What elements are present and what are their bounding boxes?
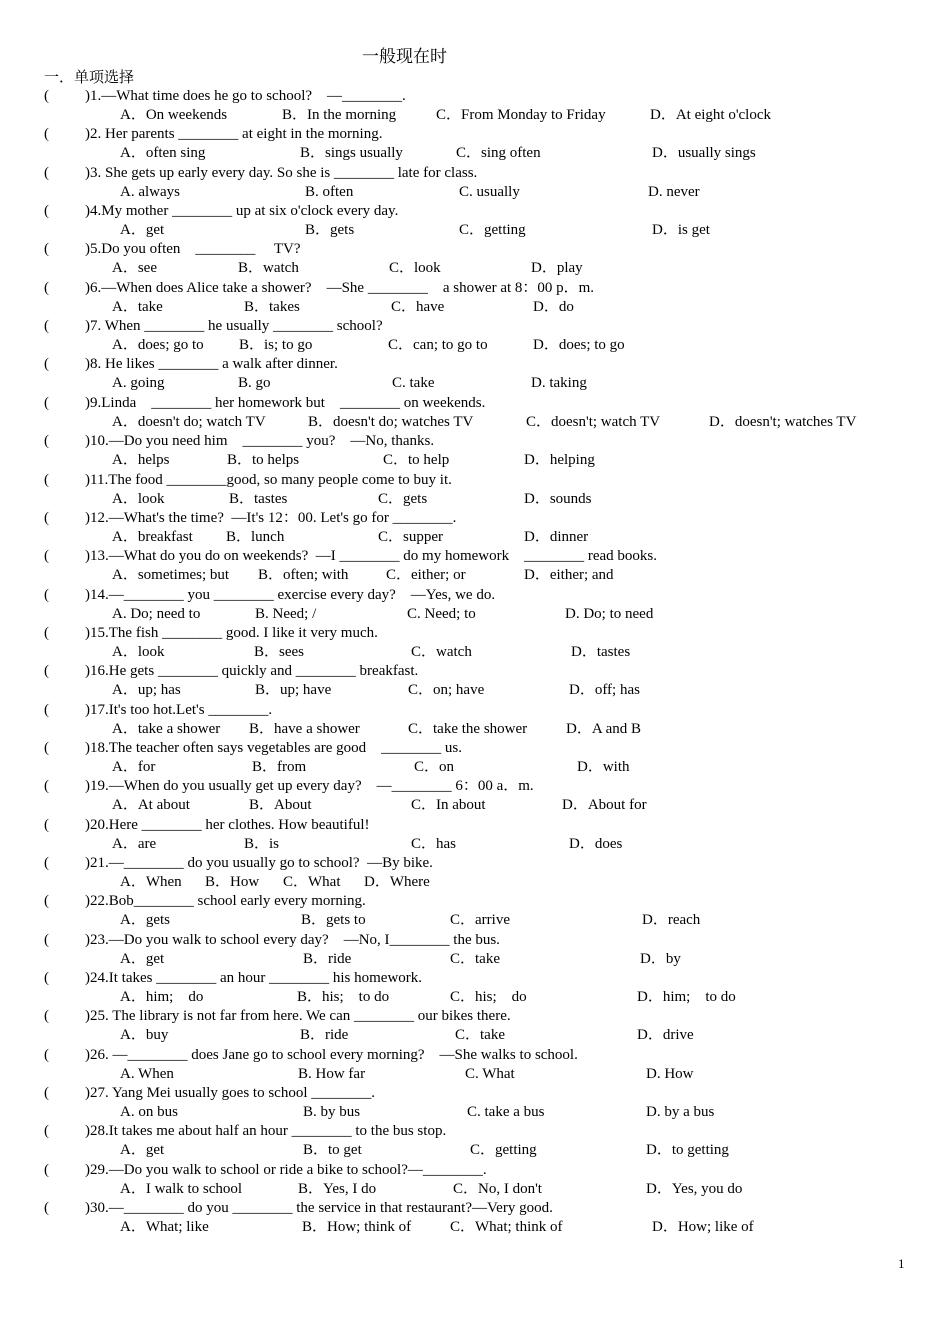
option-a: A．At about	[112, 797, 190, 813]
answer-paren-close: )	[85, 932, 90, 948]
option-b: B．have a shower	[249, 721, 360, 737]
question-20	[44, 816, 944, 835]
answer-paren-open: (	[44, 625, 49, 641]
option-b: B．up; have	[255, 682, 332, 698]
option-d: D．About for	[562, 797, 647, 813]
option-b: B．How; think of	[302, 1219, 412, 1235]
answer-paren-open: (	[44, 472, 49, 488]
option-a: A．look	[112, 644, 165, 660]
option-d: D. never	[648, 184, 700, 200]
answer-paren-open: (	[44, 433, 49, 449]
option-b: B．to helps	[227, 452, 300, 468]
question-stem: 22.Bob________ school early every morning.	[90, 893, 366, 909]
option-c: C．No, I don't	[453, 1181, 542, 1197]
answer-paren-open: (	[44, 1008, 49, 1024]
option-a: A．I walk to school	[120, 1181, 243, 1197]
answer-paren-open: (	[44, 932, 49, 948]
answer-paren-close: )	[85, 510, 90, 526]
answer-paren-close: )	[85, 855, 90, 871]
option-b: B．tastes	[229, 491, 288, 507]
option-a: A．take	[112, 299, 163, 315]
option-a: A．get	[120, 222, 165, 238]
option-c: C．either; or	[386, 567, 466, 583]
option-b: B．gets to	[301, 912, 366, 928]
option-b: B．watch	[238, 260, 299, 276]
answer-paren-close: )	[85, 702, 90, 718]
option-a: A．gets	[120, 912, 170, 928]
option-d: D．How; like of	[652, 1219, 754, 1235]
option-c: C．on	[414, 759, 455, 775]
answer-paren-open: (	[44, 356, 49, 372]
question-stem: 20.Here ________ her clothes. How beautiful!	[90, 817, 370, 833]
answer-paren-open: (	[44, 893, 49, 909]
option-c: C．gets	[378, 491, 428, 507]
answer-paren-close: )	[85, 548, 90, 564]
question-stem: 12.—What's the time? —It's 12：00. Let's go for ________.	[90, 510, 457, 526]
question-stem: 27. Yang Mei usually goes to school ________.	[90, 1085, 375, 1101]
option-c: C．has	[411, 836, 457, 852]
answer-paren-close: )	[85, 1047, 90, 1063]
option-d: D．dinner	[524, 529, 589, 545]
option-d: D．drive	[637, 1027, 694, 1043]
option-a: A．are	[112, 836, 157, 852]
option-b: B．often; with	[258, 567, 349, 583]
answer-paren-open: (	[44, 88, 49, 104]
option-a: A．breakfast	[112, 529, 193, 545]
option-d: D. by a bus	[646, 1104, 715, 1120]
question-stem: 9.Linda ________ her homework but ________ on weekends.	[90, 395, 486, 411]
question-11	[44, 471, 944, 490]
option-d: D．At eight o'clock	[650, 107, 772, 123]
option-d: D．helping	[524, 452, 595, 468]
option-c: C．What; think of	[450, 1219, 563, 1235]
question-stem: 21.—________ do you usually go to school? —By bike.	[90, 855, 433, 871]
question-4	[44, 202, 944, 221]
option-c: C. take a bus	[467, 1104, 545, 1120]
option-b: B．his; to do	[297, 989, 390, 1005]
option-d: D．tastes	[571, 644, 631, 660]
option-a: A．get	[120, 1142, 165, 1158]
option-a: A．for	[112, 759, 156, 775]
option-c: C．supper	[378, 529, 443, 545]
answer-paren-open: (	[44, 740, 49, 756]
question-17	[44, 701, 944, 720]
answer-paren-close: )	[85, 433, 90, 449]
question-9	[44, 394, 944, 413]
answer-paren-open: (	[44, 587, 49, 603]
option-b: B．is	[244, 836, 280, 852]
answer-paren-close: )	[85, 663, 90, 679]
answer-paren-open: (	[44, 970, 49, 986]
answer-paren-close: )	[85, 356, 90, 372]
option-a: A. going	[112, 375, 165, 391]
question-stem: 16.He gets ________ quickly and ________ breakfast.	[90, 663, 419, 679]
option-a: A．On weekends	[120, 107, 228, 123]
answer-paren-open: (	[44, 548, 49, 564]
option-a: A. When	[120, 1066, 174, 1082]
question-15	[44, 624, 944, 643]
option-d: D．Where	[364, 874, 430, 890]
question-stem: 3. She gets up early every day. So she is ________ late for class.	[90, 165, 478, 181]
question-29	[44, 1161, 944, 1180]
option-c: C．on; have	[408, 682, 485, 698]
question-10	[44, 432, 944, 451]
question-stem: 26. —________ does Jane go to school every morning? —She walks to school.	[90, 1047, 578, 1063]
question-13	[44, 547, 944, 566]
option-c: C．take	[455, 1027, 505, 1043]
option-a: A．look	[112, 491, 165, 507]
option-d: D．reach	[642, 912, 701, 928]
answer-paren-open: (	[44, 241, 49, 257]
question-30	[44, 1199, 944, 1218]
answer-paren-open: (	[44, 702, 49, 718]
option-c: C．take	[450, 951, 500, 967]
option-c: C．take the shower	[408, 721, 528, 737]
answer-paren-close: )	[85, 1085, 90, 1101]
answer-paren-close: )	[85, 318, 90, 334]
option-b: B．sings usually	[300, 145, 403, 161]
question-stem: 11.The food ________good, so many people come to buy it.	[90, 472, 452, 488]
option-c: C．getting	[459, 222, 526, 238]
option-d: D．A and B	[566, 721, 642, 737]
question-6	[44, 279, 944, 298]
option-c: C. usually	[459, 184, 520, 200]
question-2	[44, 125, 944, 144]
answer-paren-open: (	[44, 778, 49, 794]
question-7	[44, 317, 944, 336]
question-18	[44, 739, 944, 758]
option-d: D．does	[569, 836, 623, 852]
question-14	[44, 586, 944, 605]
option-b: B. Need; /	[255, 606, 317, 622]
option-c: C．What	[283, 874, 341, 890]
question-19	[44, 777, 944, 796]
option-a: A．buy	[120, 1027, 169, 1043]
option-c: C．his; do	[450, 989, 527, 1005]
option-d: D．usually sings	[652, 145, 756, 161]
answer-paren-close: )	[85, 778, 90, 794]
option-b: B．to get	[303, 1142, 362, 1158]
answer-paren-open: (	[44, 395, 49, 411]
question-25	[44, 1007, 944, 1026]
question-stem: 23.—Do you walk to school every day? —No, I________ the bus.	[90, 932, 500, 948]
question-stem: 18.The teacher often says vegetables are good ________ us.	[90, 740, 462, 756]
question-21	[44, 854, 944, 873]
option-d: D．Yes, you do	[646, 1181, 743, 1197]
option-b: B. go	[238, 375, 271, 391]
question-1	[44, 87, 944, 106]
answer-paren-close: )	[85, 1123, 90, 1139]
option-a: A．see	[112, 260, 157, 276]
question-stem: 28.It takes me about half an hour ________ to the bus stop.	[90, 1123, 447, 1139]
answer-paren-open: (	[44, 1123, 49, 1139]
option-d: D．play	[531, 260, 583, 276]
answer-paren-open: (	[44, 1162, 49, 1178]
question-stem: 1.—What time does he go to school? —________.	[90, 88, 406, 104]
option-c: C．watch	[411, 644, 472, 660]
answer-paren-close: )	[85, 740, 90, 756]
option-a: A．sometimes; but	[112, 567, 230, 583]
page-number: 1	[898, 1256, 905, 1271]
question-12	[44, 509, 944, 528]
option-d: D. How	[646, 1066, 694, 1082]
option-a: A．does; go to	[112, 337, 204, 353]
option-a: A. always	[120, 184, 180, 200]
question-23	[44, 931, 944, 950]
option-c: C．In about	[411, 797, 486, 813]
option-b: B．from	[252, 759, 307, 775]
option-d: D. taking	[531, 375, 587, 391]
option-a: A. Do; need to	[112, 606, 201, 622]
option-b: B．ride	[303, 951, 352, 967]
option-b: B．gets	[305, 222, 355, 238]
option-d: D．to getting	[646, 1142, 729, 1158]
answer-paren-open: (	[44, 126, 49, 142]
answer-paren-open: (	[44, 280, 49, 296]
option-b: B．In the morning	[282, 107, 397, 123]
option-b: B. by bus	[303, 1104, 361, 1120]
question-16	[44, 662, 944, 681]
option-a: A．often sing	[120, 145, 206, 161]
answer-paren-open: (	[44, 1047, 49, 1063]
option-c: C. take	[392, 375, 435, 391]
answer-paren-open: (	[44, 855, 49, 871]
question-stem: 5.Do you often ________ TV?	[90, 241, 301, 257]
question-stem: 24.It takes ________ an hour ________ his homework.	[90, 970, 423, 986]
question-stem: 15.The fish ________ good. I like it very much.	[90, 625, 378, 641]
option-c: C．doesn't; watch TV	[526, 414, 661, 430]
answer-paren-close: )	[85, 126, 90, 142]
question-stem: 4.My mother ________ up at six o'clock every day.	[90, 203, 399, 219]
option-b: B．doesn't do; watches TV	[308, 414, 474, 430]
question-3	[44, 164, 944, 183]
option-a: A．What; like	[120, 1219, 209, 1235]
answer-paren-close: )	[85, 625, 90, 641]
answer-paren-open: (	[44, 165, 49, 181]
answer-paren-open: (	[44, 817, 49, 833]
option-b: B．Yes, I do	[298, 1181, 377, 1197]
answer-paren-close: )	[85, 1200, 90, 1216]
answer-paren-open: (	[44, 510, 49, 526]
question-8	[44, 355, 944, 374]
answer-paren-close: )	[85, 587, 90, 603]
answer-paren-open: (	[44, 203, 49, 219]
question-stem: 7. When ________ he usually ________ school?	[90, 318, 383, 334]
answer-paren-close: )	[85, 472, 90, 488]
option-a: A．helps	[112, 452, 170, 468]
question-stem: 17.It's too hot.Let's ________.	[90, 702, 273, 718]
option-b: B. often	[305, 184, 354, 200]
question-24	[44, 969, 944, 988]
answer-paren-close: )	[85, 203, 90, 219]
option-c: C．can; to go to	[388, 337, 488, 353]
option-c: C．From Monday to Friday	[436, 107, 606, 123]
option-d: D．by	[640, 951, 681, 967]
answer-paren-close: )	[85, 893, 90, 909]
answer-paren-close: )	[85, 1008, 90, 1024]
question-stem: 25. The library is not far from here. We can ________ our bikes there.	[90, 1008, 511, 1024]
option-b: B．sees	[254, 644, 304, 660]
question-26	[44, 1046, 944, 1065]
option-c: C．to help	[383, 452, 450, 468]
section-heading: 一．单项选择	[44, 68, 135, 86]
answer-paren-close: )	[85, 970, 90, 986]
option-c: C. Need; to	[407, 606, 476, 622]
question-stem: 6.—When does Alice take a shower? —She ________ a shower at 8：00 p．m.	[90, 280, 595, 296]
question-stem: 10.—Do you need him ________ you? —No, thanks.	[90, 433, 435, 449]
answer-paren-open: (	[44, 318, 49, 334]
question-stem: 30.—________ do you ________ the service in that restaurant?—Very good.	[90, 1200, 553, 1216]
answer-paren-close: )	[85, 1162, 90, 1178]
option-b: B. How far	[298, 1066, 366, 1082]
question-28	[44, 1122, 944, 1141]
option-d: D．him; to do	[637, 989, 736, 1005]
option-b: B．How	[205, 874, 260, 890]
option-a: A．him; do	[120, 989, 204, 1005]
option-a: A. on bus	[120, 1104, 178, 1120]
option-d: D．either; and	[524, 567, 614, 583]
page-title: 一般现在时	[362, 47, 447, 67]
option-a: A．doesn't do; watch TV	[112, 414, 266, 430]
option-c: C. What	[465, 1066, 515, 1082]
option-b: B．is; to go	[239, 337, 313, 353]
option-b: B．ride	[300, 1027, 349, 1043]
answer-paren-close: )	[85, 88, 90, 104]
option-c: C．sing often	[456, 145, 541, 161]
option-d: D．is get	[652, 222, 710, 238]
answer-paren-open: (	[44, 663, 49, 679]
option-a: A．take a shower	[112, 721, 221, 737]
option-d: D．does; to go	[533, 337, 625, 353]
option-b: B．takes	[244, 299, 300, 315]
option-c: C．arrive	[450, 912, 510, 928]
question-5	[44, 240, 944, 259]
option-d: D. Do; to need	[565, 606, 654, 622]
option-d: D．doesn't; watches TV	[709, 414, 857, 430]
option-c: C．have	[391, 299, 445, 315]
question-stem: 8. He likes ________ a walk after dinner.	[90, 356, 338, 372]
option-a: A．up; has	[112, 682, 181, 698]
option-c: C．look	[389, 260, 441, 276]
option-d: D．do	[533, 299, 574, 315]
option-d: D．off; has	[569, 682, 640, 698]
option-d: D．sounds	[524, 491, 592, 507]
question-stem: 29.—Do you walk to school or ride a bike to school?—________.	[90, 1162, 487, 1178]
answer-paren-open: (	[44, 1085, 49, 1101]
question-stem: 19.—When do you usually get up every day? —________ 6：00 a．m.	[90, 778, 534, 794]
answer-paren-close: )	[85, 395, 90, 411]
option-b: B．About	[249, 797, 312, 813]
question-stem: 2. Her parents ________ at eight in the morning.	[90, 126, 383, 142]
question-27	[44, 1084, 944, 1103]
answer-paren-close: )	[85, 165, 90, 181]
option-d: D．with	[577, 759, 630, 775]
answer-paren-close: )	[85, 280, 90, 296]
option-a: A．get	[120, 951, 165, 967]
option-c: C．getting	[470, 1142, 537, 1158]
question-stem: 13.—What do you do on weekends? —I ________ do my homework ________ read books.	[90, 548, 657, 564]
answer-paren-close: )	[85, 817, 90, 833]
question-stem: 14.—________ you ________ exercise every day? —Yes, we do.	[90, 587, 496, 603]
answer-paren-open: (	[44, 1200, 49, 1216]
option-b: B．lunch	[226, 529, 285, 545]
question-22	[44, 892, 944, 911]
answer-paren-close: )	[85, 241, 90, 257]
option-a: A．When	[120, 874, 182, 890]
